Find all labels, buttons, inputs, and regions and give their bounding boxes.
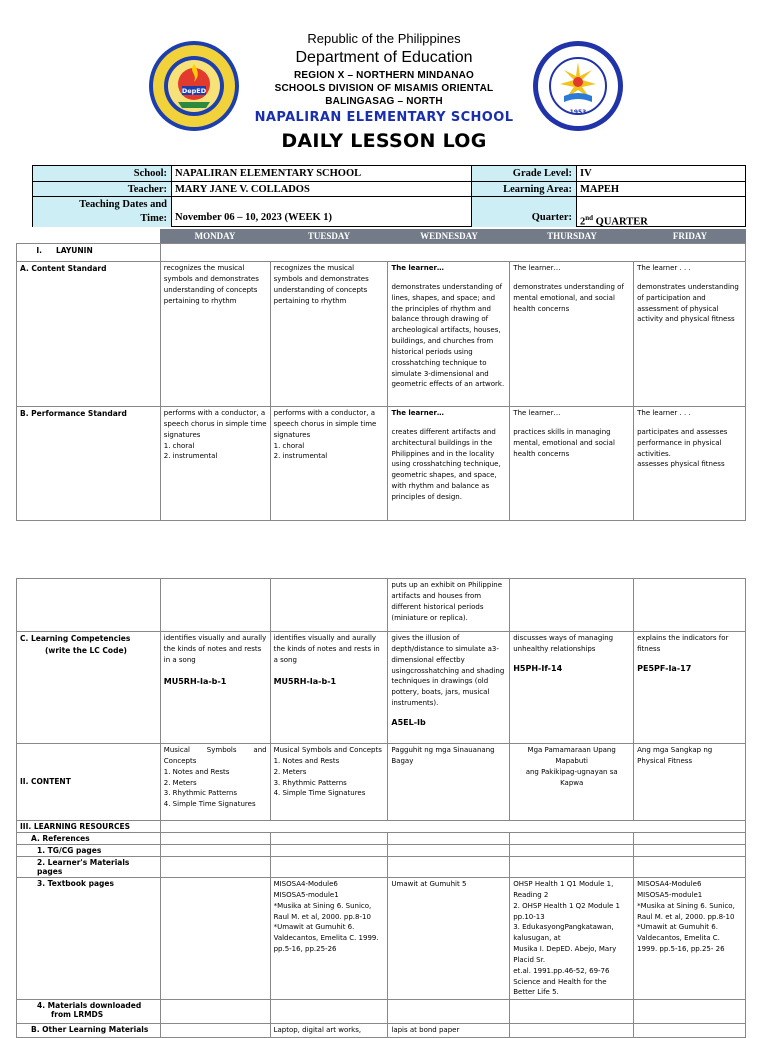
wednesday-text: creates different artifacts and architectural buildings in the Philippines and in the locality using crosshatching technique, geometric shapes, and space, with rhythm and balance as principles of design.	[391, 427, 501, 501]
document-title: DAILY LESSON LOG	[281, 130, 487, 152]
empty-cell	[270, 833, 388, 845]
competency-code: PE5PF-Ia-17	[637, 663, 692, 673]
performance-standard-label: B. Performance Standard	[17, 407, 161, 521]
competencies-monday	[160, 632, 270, 744]
competencies-label-line1: C. Learning Competencies	[20, 634, 131, 643]
region-heading: REGION X – NORTHERN MINDANAO	[293, 70, 475, 81]
friday-head: The learner . . .	[637, 409, 691, 417]
performance-standard-thursday	[510, 407, 634, 521]
empty-cell	[388, 833, 510, 845]
thursday-head: The learner…	[513, 409, 561, 417]
empty-cell	[510, 845, 634, 857]
day-tuesday: TUESDAY	[307, 231, 351, 241]
empty-cell	[160, 857, 270, 878]
quarter-rest: QUARTER	[593, 216, 648, 228]
references-label: A. References	[17, 833, 161, 845]
school-label: School:	[33, 166, 171, 182]
table-row	[17, 262, 746, 407]
table-row	[17, 744, 746, 821]
wednesday-head: The learner…	[391, 409, 444, 417]
weekday-header-bar	[160, 229, 746, 243]
quarter-suffix: nd	[585, 214, 594, 222]
competency-code: MU5RH-Ia-b-1	[273, 676, 337, 686]
empty-cell	[510, 579, 634, 632]
performance-standard-monday: performs with a conductor, a speech chorus in simple time signatures 1. choral 2. instrumental	[160, 407, 270, 521]
dates-label	[33, 197, 171, 227]
wednesday-head: The learner…	[391, 264, 444, 272]
content-monday: Musical Symbols and Concepts 1. Notes and Rests 2. Meters 3. Rhythmic Patterns 4. Simple Time Signatures	[160, 744, 270, 821]
empty-cell	[160, 878, 270, 1000]
content-standard-wednesday	[388, 262, 510, 407]
thursday-text: demonstrates understanding of mental emotional, and social health concerns	[513, 282, 624, 313]
objectives-table	[16, 243, 746, 521]
lrmds-label-line1: 4. Materials downloaded	[37, 1001, 142, 1011]
empty-cell	[160, 579, 270, 632]
area-label: Learning Area:	[471, 182, 576, 197]
competencies-label	[17, 632, 161, 744]
dates-value: November 06 – 10, 2023 (WEEK 1)	[175, 212, 333, 223]
day-wednesday: WEDNESDAY	[420, 231, 478, 241]
empty-cell	[270, 1000, 388, 1024]
competency-text: identifies visually and aurally the kinds of notes and rests in a song	[273, 634, 380, 664]
tg-pages-label: 1. TG/CG pages	[17, 845, 161, 857]
quarter-number: 2	[580, 216, 586, 228]
competencies-friday	[634, 632, 746, 744]
textbook-friday: MISOSA4-Module6 MISOSA5-module1 *Musika at Sining 6. Sunico, Raul M. et al, 2000. pp.8-10 *Umawit at Gumuhit 6. Valdecantos, Emelita C. 1999. pp.5-16, pp.25- 26	[634, 878, 746, 1000]
table-row	[17, 821, 746, 833]
table-row	[17, 1000, 746, 1024]
content-standard-label: A. Content Standard	[17, 262, 161, 407]
empty-cell	[510, 857, 634, 878]
empty-cell	[270, 845, 388, 857]
performance-standard-wednesday	[388, 407, 510, 521]
empty-cell	[160, 845, 270, 857]
division-heading: SCHOOLS DIVISION OF MISAMIS ORIENTAL	[274, 83, 494, 94]
empty-cell	[510, 1024, 634, 1038]
content-friday: Ang mga Sangkap ng Physical Fitness	[634, 744, 746, 821]
competency-text: identifies visually and aurally the kinds of notes and rests in a song	[163, 634, 267, 664]
teacher-label: Teacher:	[33, 182, 171, 197]
textbook-thursday: OHSP Health 1 Q1 Module 1, Reading 2 2. OHSP Health 1 Q2 Module 1 pp.10-13 3. EdukasyongPangkatawan, kalusugan, at Musika I. DepED. Abejo, Mary Placid Sr. et.al. 1991.pp.46-52, 69-76 Science and Health for the Better Life 5.	[510, 878, 634, 1000]
table-row	[17, 845, 746, 857]
empty-cell	[634, 833, 746, 845]
content-label: II. CONTENT	[17, 744, 161, 821]
lesson-info-table	[32, 165, 746, 227]
resources-label: III. LEARNING RESOURCES	[17, 821, 161, 833]
table-row	[17, 579, 746, 632]
table-row	[17, 407, 746, 521]
empty-cell	[634, 845, 746, 857]
day-monday: MONDAY	[194, 231, 236, 241]
lm-pages-label: 2. Learner's Materials pages	[17, 857, 161, 878]
content-standard-tuesday: recognizes the musical symbols and demonstrates understanding of concepts pertaining to rhythm	[270, 262, 388, 407]
textbook-pages-label: 3. Textbook pages	[17, 878, 161, 1000]
empty-cell	[160, 833, 270, 845]
section-number: I.	[36, 246, 42, 255]
competency-code: A5EL-Ib	[391, 717, 426, 727]
content-standard-friday	[634, 262, 746, 407]
textbook-wednesday: Umawit at Gumuhit 5	[388, 878, 510, 1000]
day-thursday: THURSDAY	[547, 231, 597, 241]
day-friday: FRIDAY	[672, 231, 708, 241]
empty-cell	[634, 1000, 746, 1024]
competency-code: MU5RH-Ia-b-1	[163, 676, 227, 686]
school-heading: NAPALIRAN ELEMENTARY SCHOOL	[254, 110, 514, 125]
competencies-wednesday	[388, 632, 510, 744]
other-materials-wednesday: lapis at bond paper	[388, 1024, 510, 1038]
teacher-value: MARY JANE V. COLLADOS	[175, 184, 310, 195]
empty-cell	[270, 857, 388, 878]
empty-cell	[510, 1000, 634, 1024]
competency-text: discusses ways of managing unhealthy relationships	[513, 634, 614, 653]
empty-cell	[270, 579, 388, 632]
wednesday-text: demonstrates understanding of lines, shapes, and space; and the principles of rhythm and balance through drawing of archeological artifacts, houses, buildings, and churches from historical periods using crosshatching technique to simulate 3-dimensional and geometric effects of an artwork.	[391, 282, 505, 389]
quarter-label: Quarter:	[471, 197, 576, 227]
table-row	[17, 878, 746, 1000]
seal-badge-text: DepED	[181, 87, 207, 95]
friday-head: The learner . . .	[637, 264, 691, 272]
empty-cell	[17, 579, 161, 632]
competencies-label-line2: (write the LC Code)	[45, 645, 127, 655]
empty-cell	[634, 1024, 746, 1038]
table-row	[17, 1024, 746, 1038]
district-heading: BALINGASAG – NORTH	[325, 96, 443, 107]
textbook-tuesday: MISOSA4-Module6 MISOSA5-module1 *Musika at Sining 6. Sunico, Raul M. et al, 2000. pp.8-10 *Umawit at Gumuhit 6. Valdecantos, Emelita C. 1999. pp.5-16, pp.25-26	[270, 878, 388, 1000]
empty-cell	[634, 857, 746, 878]
dates-label-line2: Time:	[140, 213, 167, 224]
content-standard-thursday	[510, 262, 634, 407]
empty-cell	[388, 1000, 510, 1024]
friday-text: participates and assesses performance in physical activities. assesses physical fitness	[637, 427, 728, 469]
carryover-wednesday: puts up an exhibit on Philippine artifacts and houses from different historical periods (miniature or replica).	[388, 579, 510, 632]
content-thursday: Mga Pamamaraan Upang Mapabuti ang Pakikipag-ugnayan sa Kapwa	[510, 744, 634, 821]
quarter-value	[576, 210, 746, 226]
table-row	[17, 244, 746, 262]
empty-cell	[160, 1024, 270, 1038]
content-wednesday: Pagguhit ng mga Sinauanang Bagay	[388, 744, 510, 821]
empty-cell	[160, 821, 745, 833]
content-resources-table	[16, 578, 746, 1038]
lrmds-label	[17, 1000, 161, 1024]
empty-cell	[160, 1000, 270, 1024]
dates-label-line1: Teaching Dates and	[79, 199, 167, 210]
friday-text: demonstrates understanding of participation and assessment of physical activity and physical fitness	[637, 282, 739, 324]
grade-value: IV	[580, 168, 592, 179]
table-row	[17, 857, 746, 878]
thursday-head: The learner…	[513, 264, 561, 272]
empty-cell	[634, 579, 746, 632]
seal-year-text: 1953	[569, 109, 587, 116]
section-objectives-label	[17, 244, 161, 262]
school-value: NAPALIRAN ELEMENTARY SCHOOL	[175, 168, 362, 179]
competencies-thursday	[510, 632, 634, 744]
competencies-tuesday	[270, 632, 388, 744]
content-standard-monday: recognizes the musical symbols and demonstrates understanding of concepts pertaining to rhythm	[160, 262, 270, 407]
lrmds-label-line2: from LRMDS	[51, 1010, 104, 1020]
thursday-text: practices skills in managing mental, emotional and social health concerns	[513, 427, 615, 458]
table-row	[17, 632, 746, 744]
republic-heading: Republic of the Philippines	[307, 31, 461, 46]
empty-cell	[388, 857, 510, 878]
content-tuesday: Musical Symbols and Concepts 1. Notes and Rests 2. Meters 3. Rhythmic Patterns 4. Simple Time Signatures	[270, 744, 388, 821]
area-value: MAPEH	[580, 184, 620, 195]
other-materials-tuesday: Laptop, digital art works,	[270, 1024, 388, 1038]
competency-text: gives the illusion of depth/distance to simulate a3-dimensional effectby usingcrosshatching and shading techniques in drawings (old pottery, boats, jars, musical instruments).	[391, 634, 505, 708]
competency-text: explains the indicators for fitness	[637, 634, 729, 653]
empty-cell	[510, 833, 634, 845]
table-row	[17, 833, 746, 845]
performance-standard-friday	[634, 407, 746, 521]
empty-cell	[388, 845, 510, 857]
competency-code: H5PH-If-14	[513, 663, 563, 673]
objectives-empty-cell	[160, 244, 745, 262]
department-heading: Department of Education	[295, 49, 473, 66]
section-title: LAYUNIN	[56, 246, 93, 255]
other-materials-label: B. Other Learning Materials	[17, 1024, 161, 1038]
performance-standard-tuesday: performs with a conductor, a speech chorus in simple time signatures 1. choral 2. instrumental	[270, 407, 388, 521]
grade-label: Grade Level:	[471, 166, 576, 182]
